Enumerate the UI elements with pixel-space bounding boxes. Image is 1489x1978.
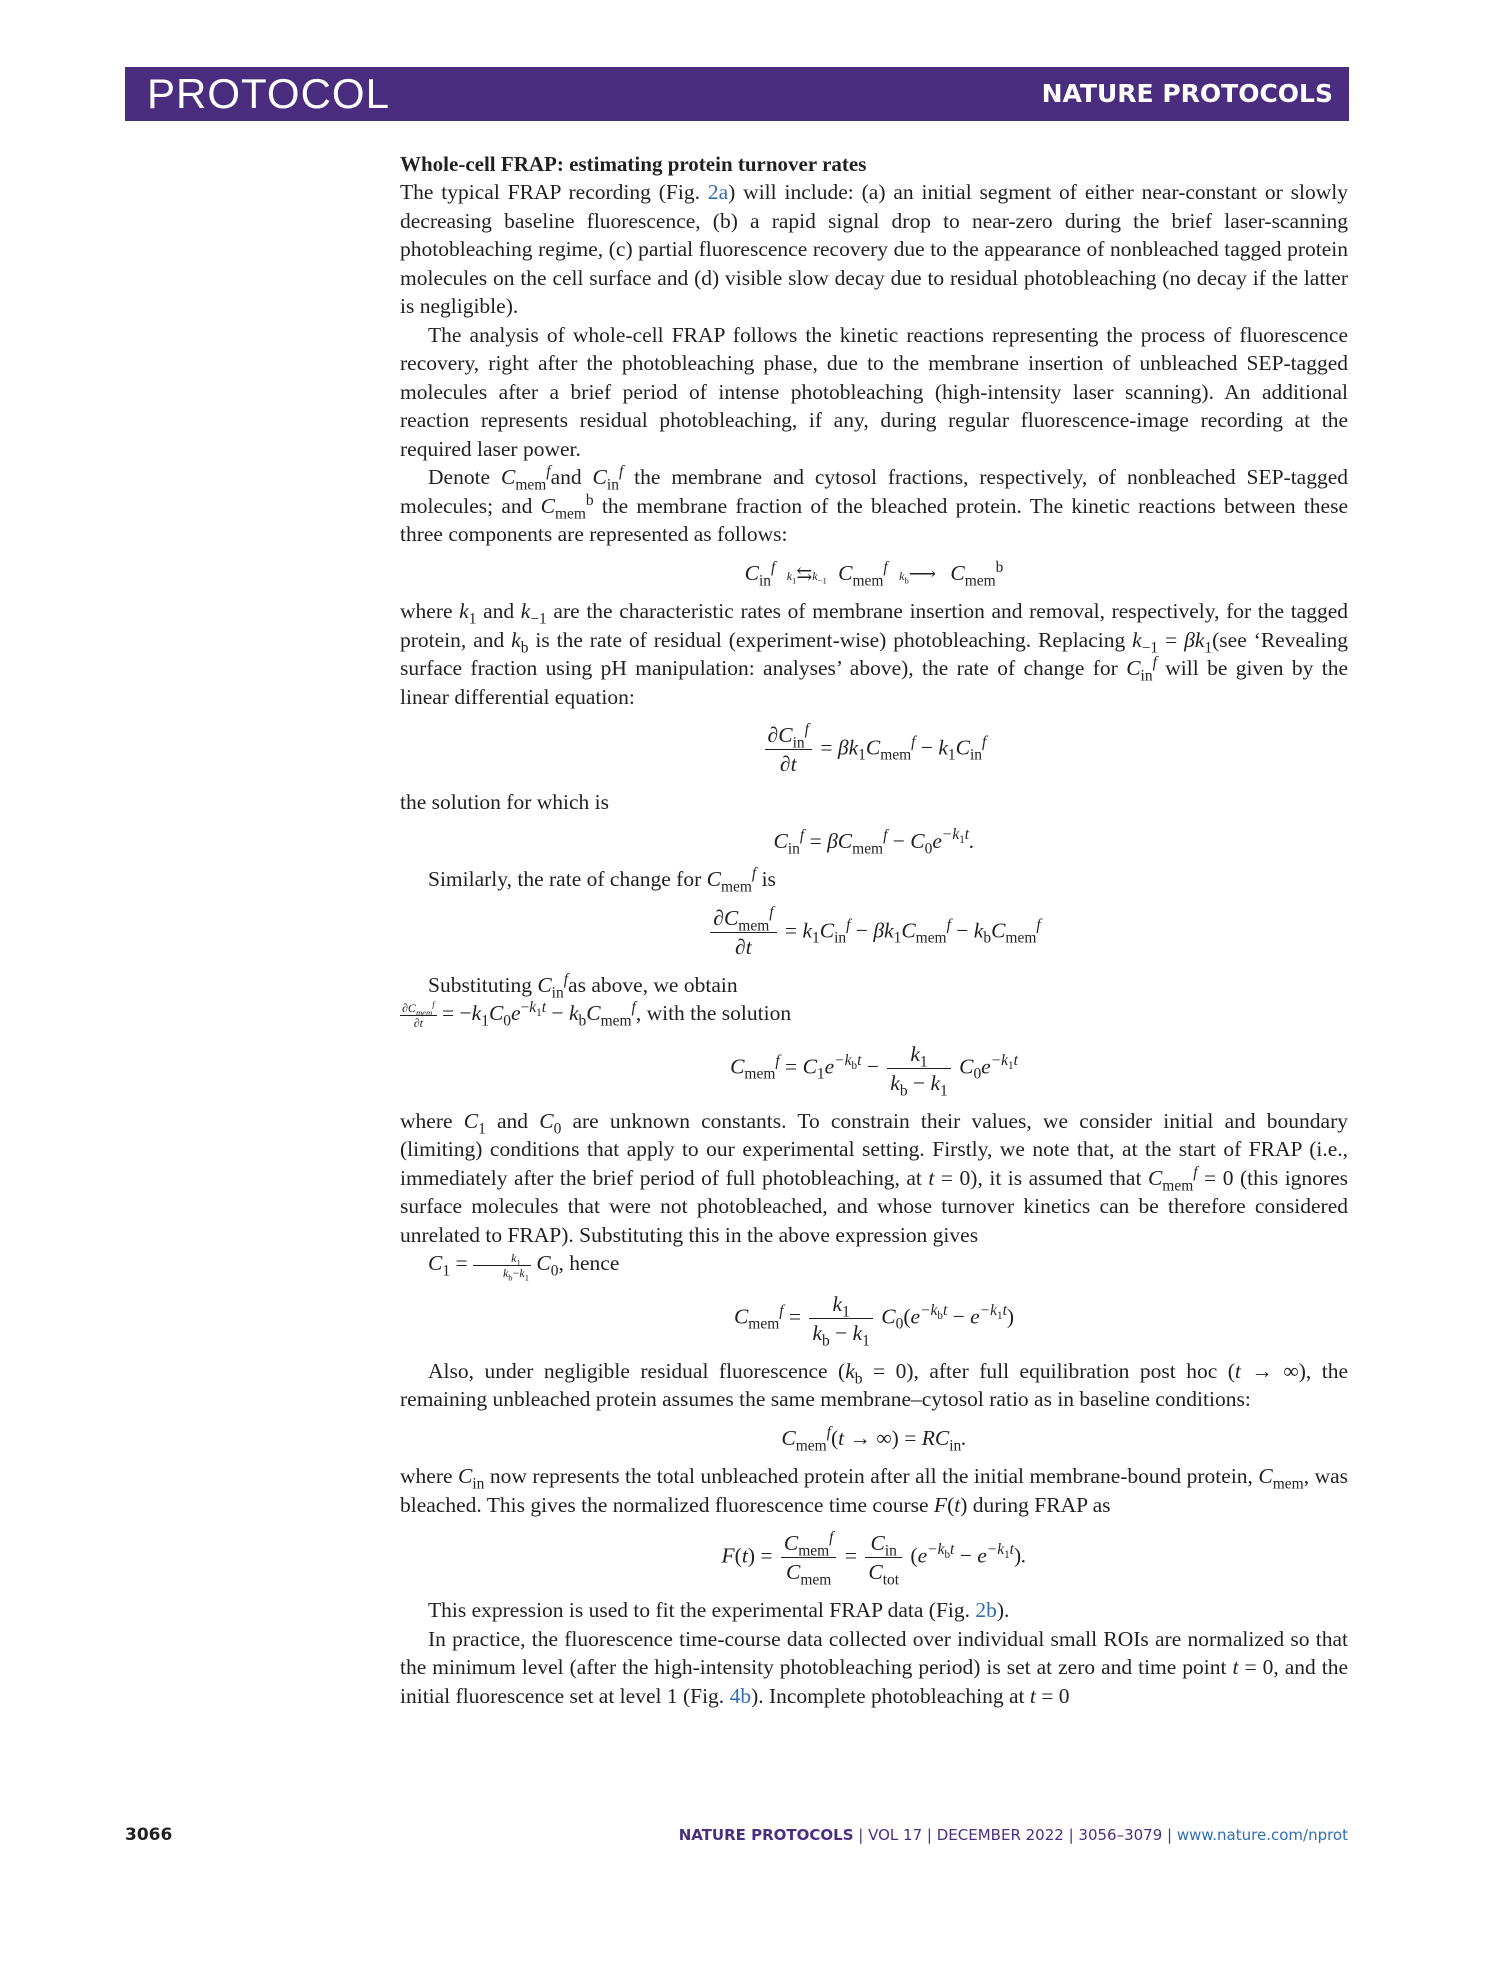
paragraph-practice: In practice, the fluorescence time-course data collected over individual small ROIs are normalized so that the minimum level (after the high-intensity photobleaching period) is set at zero and time point t = 0, and the initial fluorescence set at level 1 (Fig. 4b). Incomplete photobleaching at t = 0 [400,1626,1348,1708]
footer-citation: NATURE PROTOCOLS | VOL 17 | DECEMBER 2022 | 3056–3079 | www.nature.com/nprot [678,1826,1348,1844]
section-label: PROTOCOL [147,70,390,117]
paragraph-c1: $C_1$ = $\frac{k_1}{k_b-k_1}$ $C_0$, hence [428,1250,620,1283]
page-number: 3066 [125,1825,173,1845]
journal-label: NATURE PROTOCOLS [1041,79,1333,108]
paragraph-substituting: Substituting $C_{in}^fas$ above, we obtain [428,970,738,1001]
journal-url-link[interactable]: www.nature.com/nprot [1176,1826,1348,1844]
equation-cmem-constrained: $C_{mem}^f$ = $\frac{k_1}{k_b - k_1}$ $C_0(e^{-k_bt} - e^{-k_1t})$ [733,1291,1015,1349]
equation-cin-rate: $\frac{\partial C_{in}^f}{\partial t}$ = $\beta k_1C_{mem}^f - k_1C_{in}^f$ [400,721,1348,778]
equation-ft: F(t) = $\frac{C_{mem}^f}{C_{mem}}$ = $\frac{C_{in}}{C_{tot}}$ $(e^{-k_bt} - e^{-k_1t})$. [721,1528,1027,1589]
article-body [400,150,1348,1710]
paragraph-normalized: where $C_{in}$ now represents the total unbleached protein after all the initial membrane-bound protein, $C_{mem}$, was bleached. This gives the normalized fluorescence time course F(t) during FRAP as [400,1464,1349,1517]
header-banner [125,67,1349,121]
figure-link-2b[interactable]: 2b [975,1598,997,1623]
paragraph-constants: where $C_1$ and $C_0$ are unknown constants. To constrain their values, we consider initial and boundary (limiting) conditions that apply to our experimental setting. Firstly, we note that, at the start of FRAP (i.e., immediately after the brief period of full photobleaching, at t = 0), it is assumed that $C_{mem}^f = 0$ (this ignores surface molecules that were not photobleached, and whose turnover kinetics can be therefore considered unrelated to FRAP). Substituting this in the above expression gives [400,1108,1348,1247]
paragraph-analysis: The analysis of whole-cell FRAP follows the kinetic reactions representing the process of fluorescence recovery, right after the photobleaching phase, due to the membrane insertion of unbleached SEP-tagged molecules after a brief period of intense photobleaching (high-intensity laser scanning). An additional reaction represents residual photobleaching, if any, during regular fluorescence-image recording at the required laser power. [400,322,1348,461]
equation-cin-solution: $C_{in}^f = \beta C_{mem}^f - C_0e^{-k_1t}$. [773,826,975,857]
paragraph-fit: This expression is used to fit the experimental FRAP data (Fig. 2b). [428,1598,1010,1623]
figure-link-2a[interactable]: 2a [707,180,729,204]
equation-limit: $C_{mem}^f(t$ → ∞) = $RC_{in}$. [781,1423,967,1454]
paragraph-similarly: Similarly, the rate of change for $C_{mem}^f$ is [428,864,776,896]
paragraph-rates: where $k_1$ and $k_{-1}$ are the characteristic rates of membrane insertion and removal, respectively, for the tagged protein, and $k_b$ is the rate of residual (experiment-wise) photobleaching. Replacing $k_{-1} = \beta k_1(see$ ‘Revealing surface fraction using pH manipulation: analyses’ above), the rate of change for $C_{in}^f$ will be given by the linear differential equation: [400,599,1349,709]
equation-kinetic-scheme: $C_{in}^f$ $k_1⇆k_{-1}$ $C_{mem}^f$ $k_b⟶$ $C_{mem}^b$ [744,558,1004,589]
paragraph-equilibration: Also, under negligible residual fluorescence $(k_b = 0)$, after full equilibration post hoc (t → ∞), the remaining unbleached protein assumes the same membrane–cytosol ratio as in baseline conditions: [400,1358,1348,1412]
equation-cmem-general: $C_{mem}^f = C_1e^{-k_bt}$ − $\frac{k_1}{k_b - k_1}$ $C_0e^{-k_1t}$ [730,1041,1018,1099]
paragraph-solution-intro: the solution for which is [400,790,610,814]
paragraph-inline-derivative: $\partial C_{mem}^f$ ∂t = $-k_1C_0e^{-k_1t} - k_bC_{mem}^f$, with the solution [402,998,792,1030]
figure-link-4b[interactable]: 4b [729,1683,752,1708]
section-title: Whole-cell FRAP: estimating protein turnover rates [400,152,867,176]
equation-cmem-rate: $\frac{\partial C_{mem}^f}{\partial t}$ = $k_1C_{in}^f - \beta k_1C_{mem}^f - k_bC_{mem}^f$ [400,904,1348,961]
paragraph-frap-recording: The typical FRAP recording (Fig. 2a) will include: (a) an initial segment of either near-constant or slowly decreasing baseline fluorescence, (b) a rapid signal drop to near-zero during the brief laser-scanning photobleaching regime, (c) partial fluorescence recovery due to the appearance of nonbleached tagged protein molecules on the cell surface and (d) visible slow decay due to residual photobleaching (no decay if the latter is negligible). [400,180,1348,318]
paragraph-denote: Denote $C_{mem}^fand$ $C_{in}^f$ the membrane and cytosol fractions, respectively, of nonbleached SEP-tagged molecules; and $C_{mem}^b$ the membrane fraction of the bleached protein. The kinetic reactions between these three components are represented as follows: [400,462,1349,546]
